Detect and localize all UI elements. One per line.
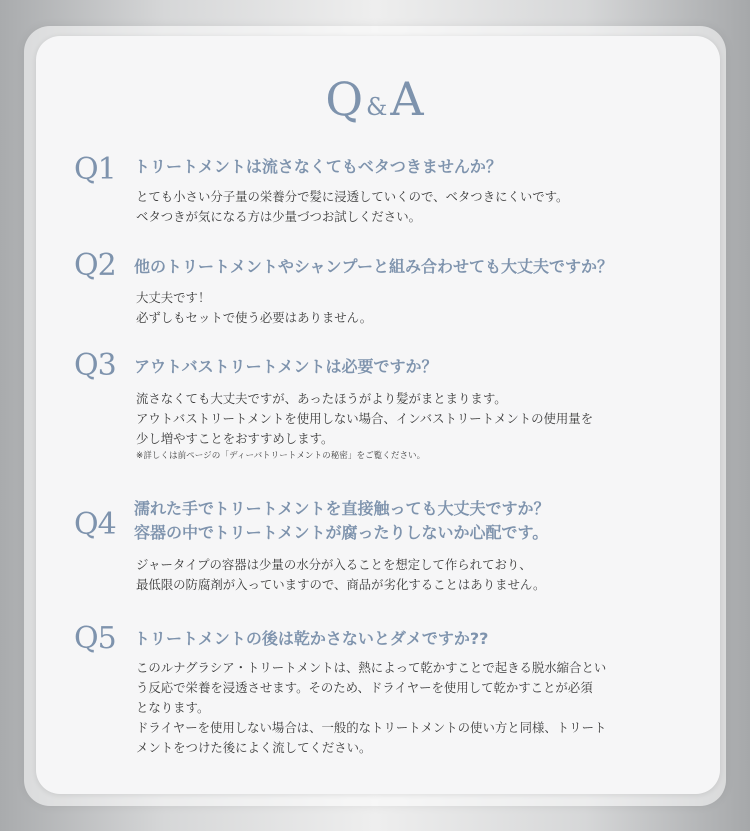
answer-line: アウトバストリートメントを使用しない場合、インバストリートメントの使用量を [136, 411, 594, 426]
question-number: Q2 [74, 248, 116, 283]
question-line: 容器の中でトリートメントが腐ったりしないか心配です。 [134, 523, 549, 542]
answer-line: ベタつきが気になる方は少量づつお試しください。 [136, 209, 421, 224]
question-line: アウトバストリートメントは必要ですか？ [134, 357, 438, 376]
question-text [134, 255, 613, 279]
question-text [134, 497, 550, 545]
answer-line: 最低限の防腐剤が入っていますので、商品が劣化することはありません。 [136, 577, 546, 592]
question-number: Q5 [74, 621, 116, 656]
title-ampersand: & [366, 93, 389, 121]
answer-text [136, 658, 606, 758]
answer-text [136, 288, 372, 328]
answer-line: ドライヤーを使用しない場合は、一般的なトリートメントの使い方と同様、トリート [136, 720, 607, 735]
question-number: Q4 [74, 507, 116, 542]
title-q: Q [325, 72, 365, 126]
answer-line: 少し増やすことをおすすめします。 [136, 431, 334, 446]
question-text [134, 627, 488, 651]
question-text [134, 155, 502, 179]
question-line: トリートメントの後は乾かさないとダメですか?? [134, 629, 489, 648]
answer-text [136, 389, 593, 463]
answer-line: 大丈夫です！ [136, 290, 211, 305]
answer-line: このルナグラシア・トリートメントは、熱によって乾かすことで起きる脱水縮合とい [136, 660, 607, 675]
question-line: 濡れた手でトリートメントを直接触っても大丈夫ですか？ [134, 499, 550, 518]
answer-line: とても小さい分子量の栄養分で髪に浸透していくので、ベタつきにくいです。 [136, 189, 569, 204]
answer-line: 流さなくても大丈夫ですが、あったほうがより髪がまとまります。 [136, 391, 507, 406]
title-a: A [390, 72, 425, 126]
question-text [134, 355, 438, 379]
answer-line: 必ずしもセットで使う必要はありません。 [136, 310, 373, 325]
question-line: トリートメントは流さなくてもベタつきませんか？ [134, 157, 502, 176]
question-number: Q1 [74, 152, 116, 187]
page-title [0, 72, 750, 126]
answer-line: う反応で栄養を浸透させます。そのため、ドライヤーを使用して乾かすことが必須 [136, 680, 593, 695]
answer-line: メントをつけた後によく流してください。 [136, 740, 372, 755]
answer-text [136, 187, 568, 227]
answer-text [136, 555, 545, 595]
answer-line: となります。 [136, 700, 210, 715]
answer-line: ジャータイプの容器は少量の水分が入ることを想定して作られており、 [136, 557, 532, 572]
answer-note: ※詳しくは前ページの「ディーバトリートメントの秘密」をご覧ください。 [136, 451, 426, 461]
question-line: 他のトリートメントやシャンプーと組み合わせても大丈夫ですか？ [134, 257, 614, 276]
question-number: Q3 [74, 348, 116, 383]
